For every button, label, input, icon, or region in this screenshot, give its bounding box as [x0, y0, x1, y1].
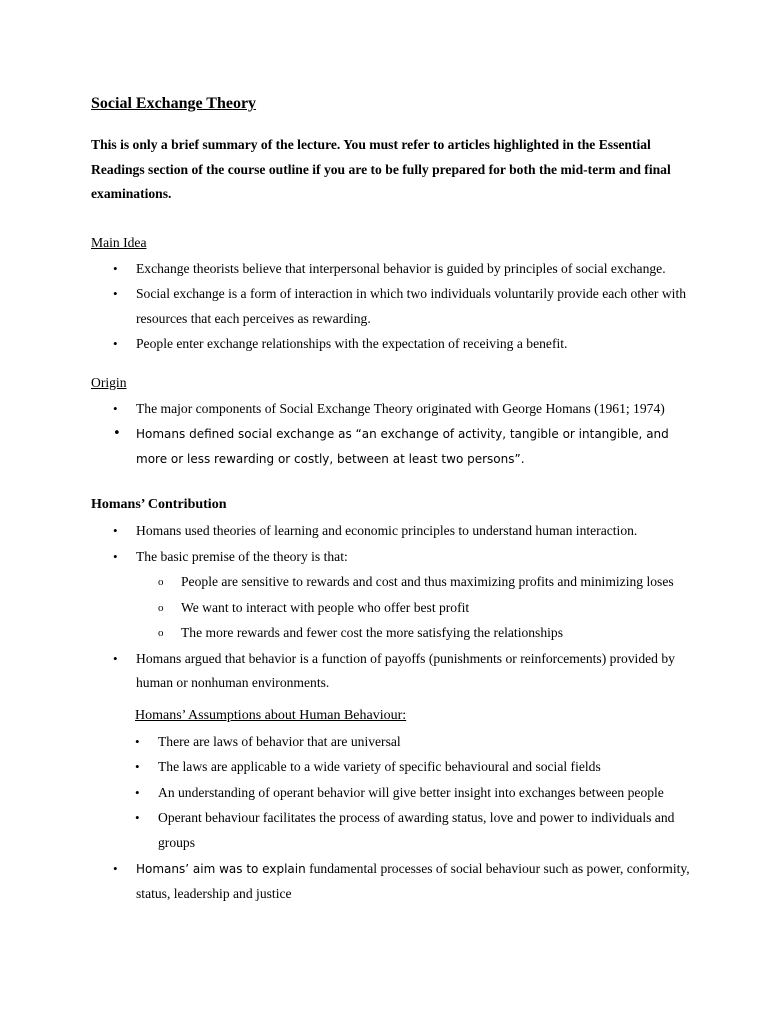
document-page — [91, 92, 691, 907]
sub-list-item: o We want to interact with people who offer best profit — [136, 596, 691, 621]
sub-list-item: o The more rewards and fewer cost the more satisfying the relationships — [136, 621, 691, 646]
origin-list — [91, 397, 691, 472]
sub-list-item: o People are sensitive to rewards and cost and thus maximizing profits and minimizing loses — [136, 570, 691, 595]
list-item: • People enter exchange relationships with the expectation of receiving a benefit. — [91, 332, 691, 357]
assumptions-block — [135, 704, 691, 856]
main-idea-list — [91, 257, 691, 357]
list-item — [91, 545, 691, 646]
list-item: • Homans used theories of learning and economic principles to understand human interaction. — [91, 519, 691, 544]
contribution-list — [91, 519, 691, 696]
section-heading-origin: Origin — [91, 374, 127, 390]
section-heading-contribution: Homans’ Contribution — [91, 497, 227, 512]
intro-paragraph: This is only a brief summary of the lecture. You must refer to articles highlighted in the Essential Readings section of the course outline if you are to be fully prepared for both the mid-term and final examinations. — [91, 137, 671, 201]
list-item: • Social exchange is a form of interaction in which two individuals voluntarily provide each other with resources that each perceives as rewarding. — [91, 282, 691, 331]
assumptions-list — [135, 730, 691, 856]
list-item: • The major components of Social Exchange Theory originated with George Homans (1961; 1974) — [91, 397, 691, 422]
list-item: • Homans defined social exchange as “an exchange of activity, tangible or intangible, and more or less rewarding or costly, between at least two persons”. — [91, 422, 691, 471]
page-title: Social Exchange Theory — [91, 95, 257, 112]
final-list — [91, 857, 691, 906]
list-item: • Operant behaviour facilitates the process of awarding status, love and power to individuals and groups — [135, 806, 691, 855]
final-item-prefix: Homans’ aim was to explain — [136, 862, 306, 876]
assumptions-heading: Homans’ Assumptions about Human Behaviour: — [135, 707, 407, 723]
list-item-text: The basic premise of the theory is that: — [136, 548, 348, 564]
final-item-rest: fundamental processes of social behaviour such as power, conformity, status, leadership and justice — [136, 861, 690, 901]
list-item: • The laws are applicable to a wide variety of specific behavioural and social fields — [135, 755, 691, 780]
list-item: • An understanding of operant behavior will give better insight into exchanges between people — [135, 781, 691, 806]
list-item: • Exchange theorists believe that interpersonal behavior is guided by principles of social exchange. — [91, 257, 691, 282]
premise-sublist — [136, 570, 691, 646]
list-item: • Homans argued that behavior is a function of payoffs (punishments or reinforcements) provided by human or nonhuman environments. — [91, 647, 691, 696]
list-item: • There are laws of behavior that are universal — [135, 730, 691, 755]
section-heading-main-idea: Main Idea — [91, 234, 147, 250]
list-item — [91, 857, 691, 906]
